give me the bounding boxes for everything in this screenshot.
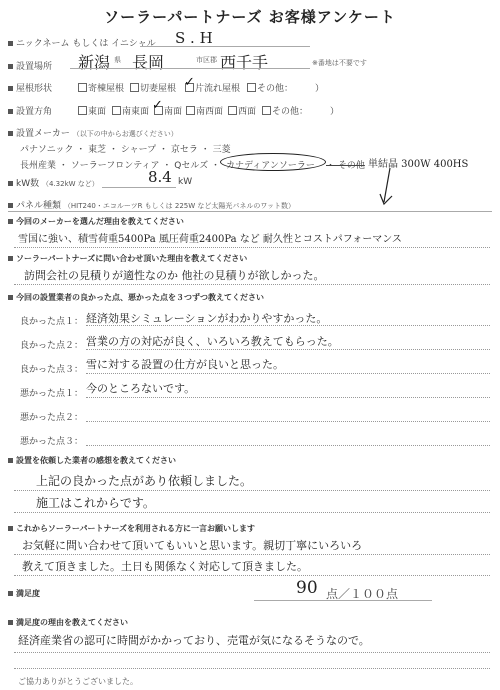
kw-label: kW数 （4.32kW など） [8,176,99,189]
roof-option-shed[interactable]: 片流れ屋根 [185,81,240,94]
good-point-3-label: 良かった点３： [20,365,84,375]
location-city-label: 市区郡 [196,56,217,64]
direction-option-east[interactable]: 東面 [78,104,106,117]
answer-7: 経済産業省の認可に時間がかかっており、売電が気になるそうなので。 [18,634,370,647]
question-3: 今回の設置業者の良かった点、悪かった点を３つずつ教えてください [8,292,264,303]
kw-value: 8.4 [148,168,172,186]
roof-option-other[interactable]: その他： [247,81,293,94]
good-point-2: 営業の方の対応が良く、いろいろ教えてもらった。 [86,335,339,348]
nickname-label: ニックネーム もしくは イニシャル [8,36,156,49]
location-note: ※番地は不要です [312,59,367,67]
good-point-2-label: 良かった点２： [20,341,84,351]
page-title: ソーラーパートナーズ お客様アンケート [104,8,396,26]
good-point-3: 雪に対する設置の仕方が良いと思った。 [86,358,284,371]
maker-label: 設置メーカー （以下の中からお選びください） [8,126,178,139]
score-suffix: 点／１００点 [326,587,399,601]
maker-handwritten-note: 単結晶 300W 400HS [368,159,469,170]
question-6: 満足度 [8,588,40,599]
location-town: 西千手 [220,53,269,72]
question-1: 今回のメーカーを選んだ理由を教えてください [8,216,184,227]
footer-thanks: ご協力ありがとうございました。 [18,677,138,686]
location-pref: 新潟 [78,53,111,72]
maker-selected: カナディアンソーラー [226,161,315,171]
maker-other: ・ その他 [326,161,365,171]
location-label: 設置場所 [8,59,52,72]
good-point-1-label: 良かった点１： [20,317,84,327]
answer-5-line-1: お気軽に問い合わせて頂いてもいいと思います。親切丁寧にいろいろ [22,539,363,552]
answer-4-line-2: 施工はこれからです。 [36,496,155,510]
question-4: 設置を依頼した業者の感想を教えてください [8,455,176,466]
direction-option-southwest[interactable]: 南西面 [186,104,223,117]
answer-5-line-2: 教えて頂きました。土日も関係なく対応して頂きました。 [22,560,308,573]
location-pref-label: 県 [114,56,121,64]
maker-selected-circle [220,153,326,171]
direction-option-west[interactable]: 西面 [228,104,256,117]
maker-row-1: パナソニック ・ 東芝 ・ シャープ ・ 京セラ ・ 三菱 [20,145,231,155]
direction-option-other[interactable]: その他： [262,104,308,117]
bad-point-1: 今のところないです。 [86,382,196,395]
question-2: ソーラーパートナーズに問い合わせ頂いた理由を教えてください [8,253,247,264]
bad-point-3-label: 悪かった点３： [20,437,84,447]
answer-1: 雪国に強い、積雪荷重5400Pa 風圧荷重2400Pa など 耐久性とコストパフォーマンス [18,234,402,245]
direction-option-southeast[interactable]: 南東面 [112,104,149,117]
kw-unit: kW [178,177,193,187]
score-value: 90 [296,578,318,598]
good-point-1: 経済効果シミュレーションがわかりやすかった。 [86,312,328,325]
roof-option-hipped[interactable]: 寄棟屋根 [78,81,124,94]
roof-shape-label: 屋根形状 [8,81,52,94]
answer-4-line-1: 上記の良かった点があり依頼しました。 [36,474,253,488]
direction-check-mark: ✓ [152,98,163,113]
question-7: 満足度の理由を教えてください [8,617,128,628]
panel-label: パネル種類 （HIT240・エコルーツR もしくは 225W など太陽光パネルのワット数） [8,198,295,211]
arrow-down-icon [378,168,398,210]
bad-point-2-label: 悪かった点２： [20,413,84,423]
roof-option-gable[interactable]: 切妻屋根 [130,81,176,94]
roof-check-mark: ✓ [184,75,195,90]
question-5: これからソーラーパートナーズを利用される方に一言お願いします [8,523,255,534]
bad-point-1-label: 悪かった点１： [20,389,84,399]
location-city: 長岡 [132,53,165,72]
answer-2: 訪問会社の見積りが適性なのか 他社の見積りが欲しかった。 [24,269,325,282]
direction-option-south[interactable]: 南面 [154,104,182,117]
maker-row-2: 長州産業 ・ ソーラーフロンティア ・ Qセルズ ・ [20,161,220,171]
direction-label: 設置方角 [8,104,52,117]
nickname-value: S . H [175,29,213,47]
